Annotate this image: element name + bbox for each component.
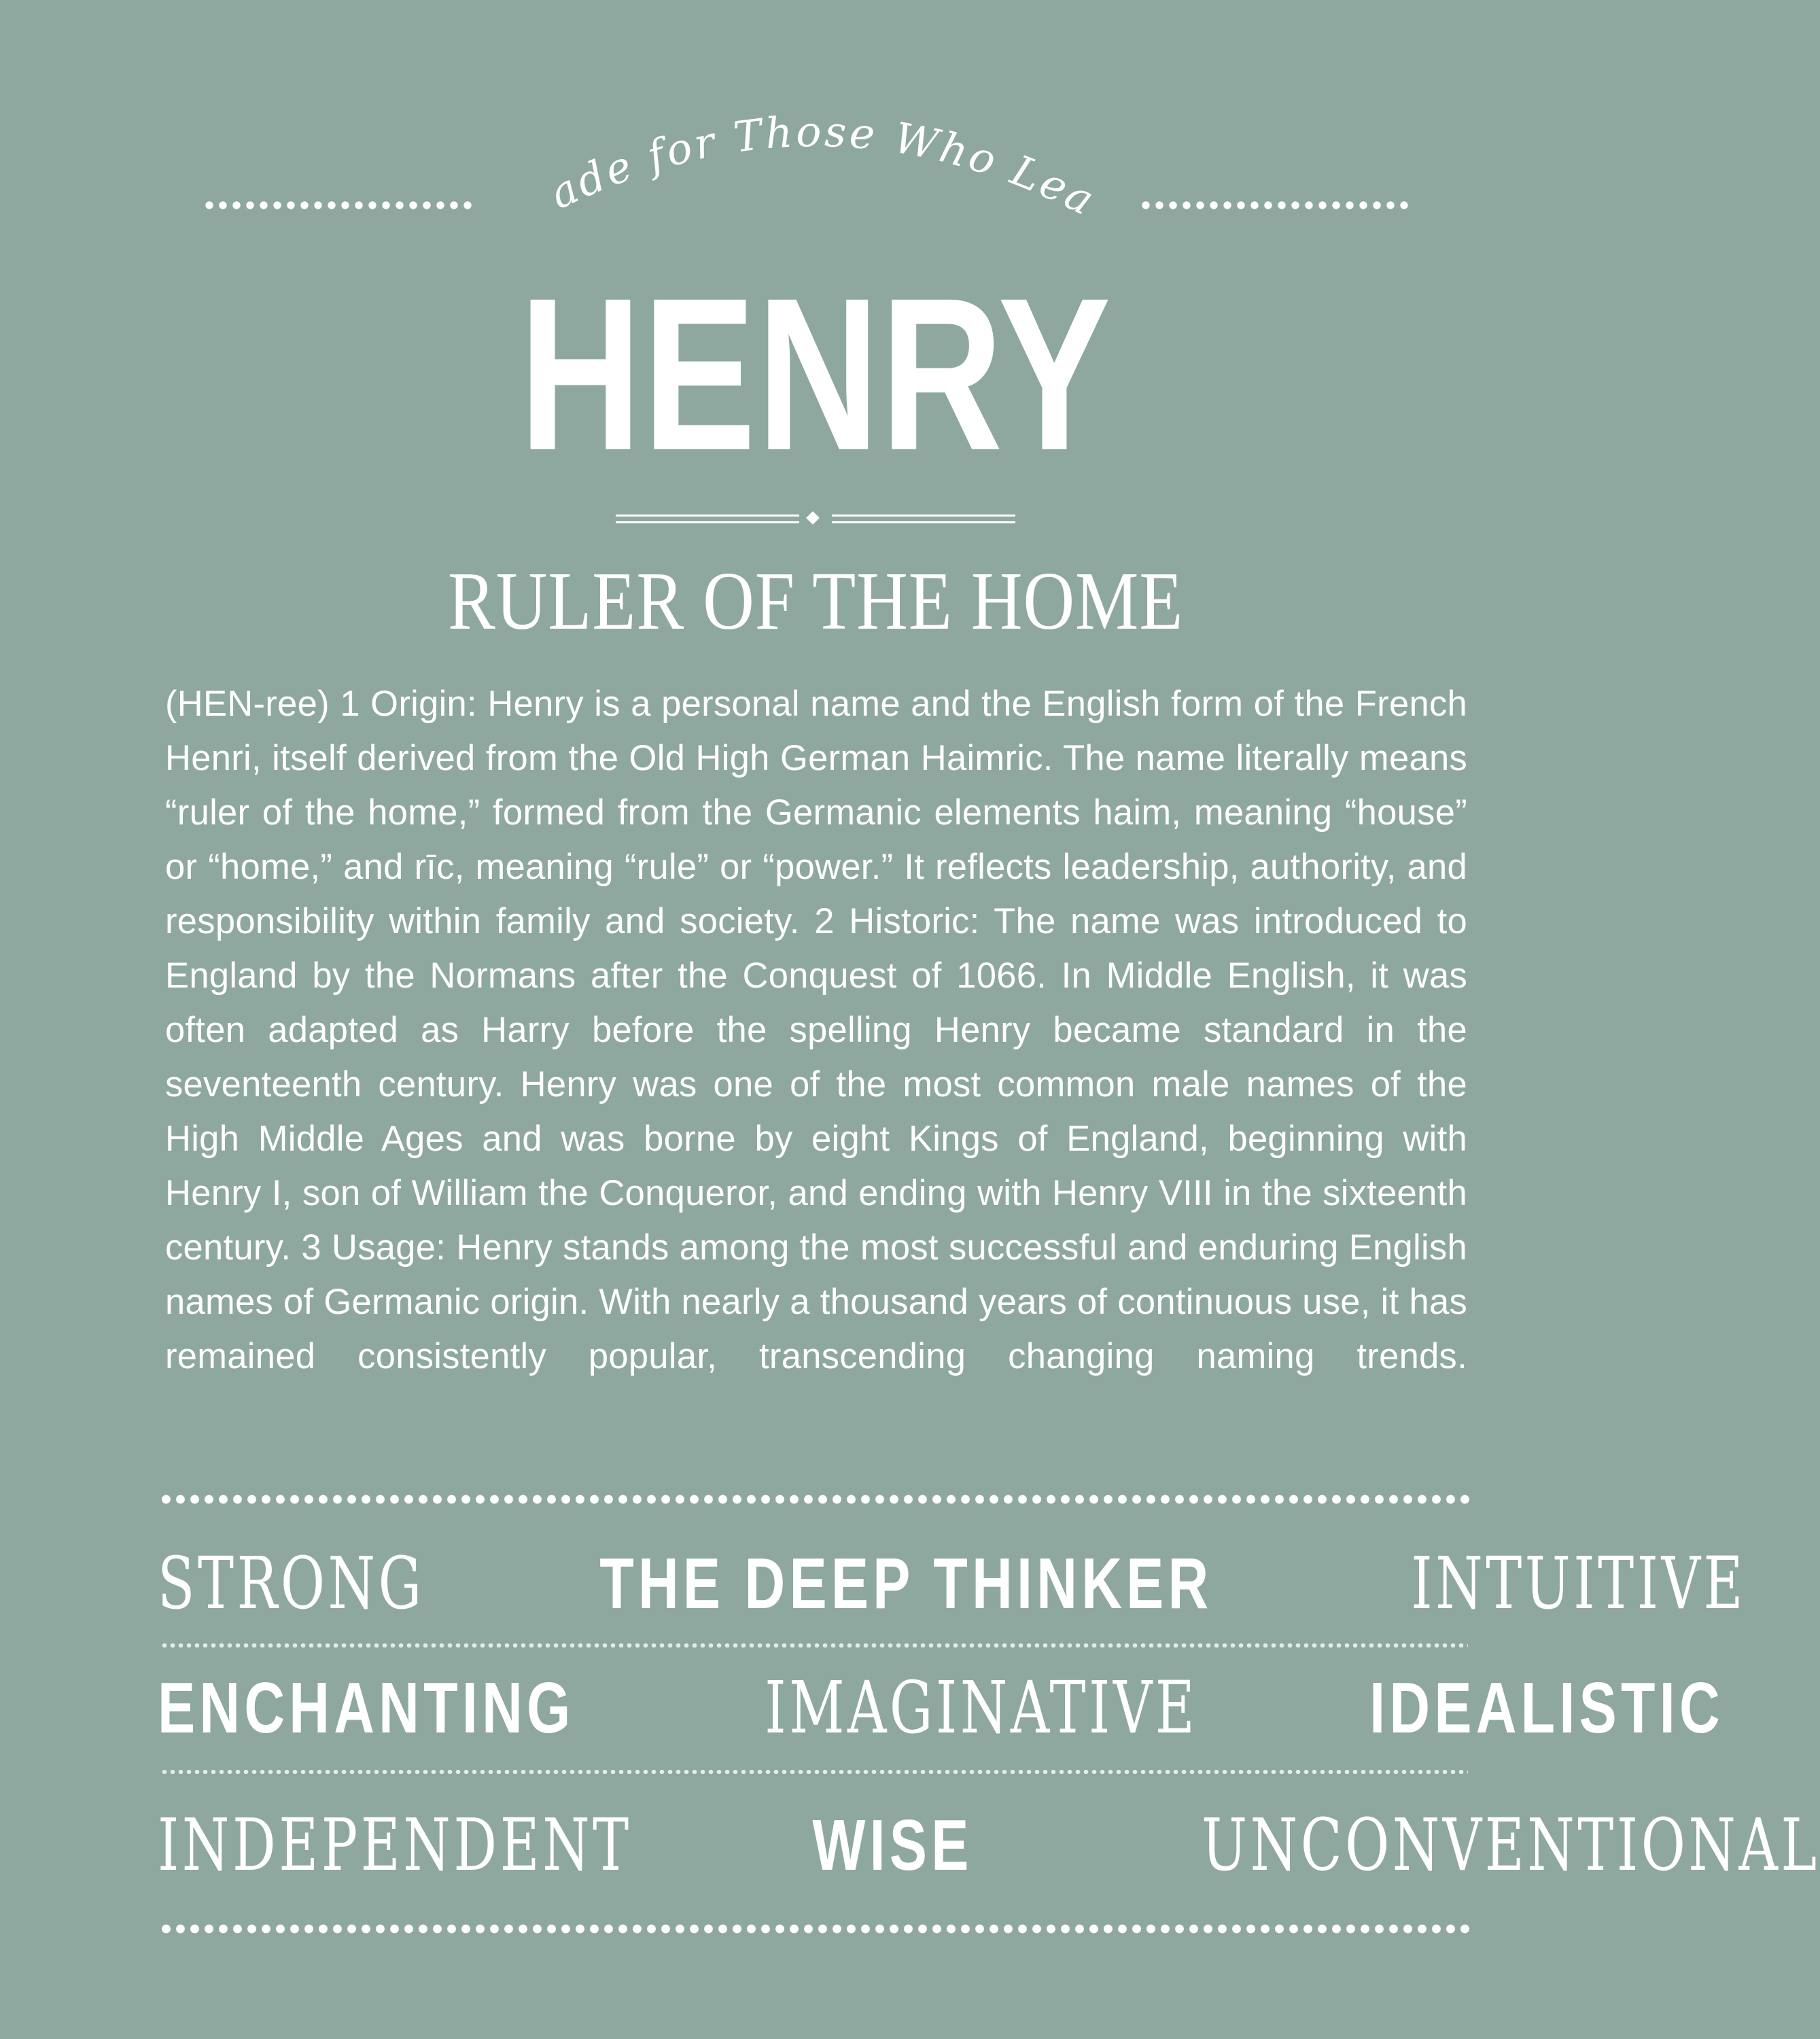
tagline: Made for Those Who Lead (453, 63, 1104, 226)
trait-divider-1 (160, 1643, 1468, 1648)
trait-row-1 (158, 1536, 1747, 1631)
name-title: HENRY (519, 252, 1113, 495)
trait-deep-thinker: THE DEEP THINKER (599, 1544, 1213, 1624)
name-description: (HEN-ree) 1 Origin: Henry is a personal name and the English form of the French Henri, itself derived from the Old High German Haimric. The name literally means “ruler of the home,” formed from the Germanic elements haim, meaning “house” or “home,” and rīc, meaning “rule” or “power.” It reflects leadership, authority, and responsibility within family and society. 2 Historic: The name was introduced to England by the Normans after the Conquest of 1066. In Middle English, it was often adapted as Harry before the spelling Henry became standard in the seventeenth century. Henry was one of the most common male names of the High Middle Ages and was borne by eight Kings of England, beginning with Henry I, son of William the Conqueror, and ending with Henry VIII in the sixteenth century. 3 Usage: Henry stands among the most successful and enduring English names of Germanic origin. With nearly a thousand years of continuous use, it has remained consistently popular, transcending changing naming trends. (165, 684, 1467, 1376)
tagline-dots-right (1139, 201, 1414, 209)
ornament-diamond (806, 511, 820, 525)
trait-enchanting: ENCHANTING (158, 1668, 575, 1748)
trait-divider-2 (160, 1770, 1468, 1774)
trait-idealistic: IDEALISTIC (1369, 1668, 1725, 1748)
trait-row-2 (158, 1660, 1725, 1756)
traits-bottom-divider (159, 1923, 1475, 1934)
ornament-line-left-top (616, 515, 799, 517)
trait-independent: INDEPENDENT (158, 1803, 632, 1887)
trait-imaginative: IMAGINATIVE (764, 1666, 1197, 1749)
ornament-line-right-bottom (832, 521, 1015, 523)
traits-top-divider (159, 1494, 1475, 1505)
trait-intuitive: INTUITIVE (1411, 1541, 1747, 1625)
tagline-dots-left (203, 201, 477, 209)
trait-wise: WISE (812, 1805, 973, 1885)
name-meaning: RULER OF THE HOME (447, 555, 1184, 647)
tagline-text (452, 63, 1104, 226)
ornament-line-right-top (832, 515, 1015, 517)
trait-unconventional: UNCONVENTIONAL (1202, 1803, 1820, 1887)
trait-strong: STRONG (158, 1541, 425, 1625)
tagline-arc (453, 63, 1155, 238)
trait-row-3 (158, 1798, 1820, 1893)
ornament-line-left-bottom (616, 521, 799, 523)
